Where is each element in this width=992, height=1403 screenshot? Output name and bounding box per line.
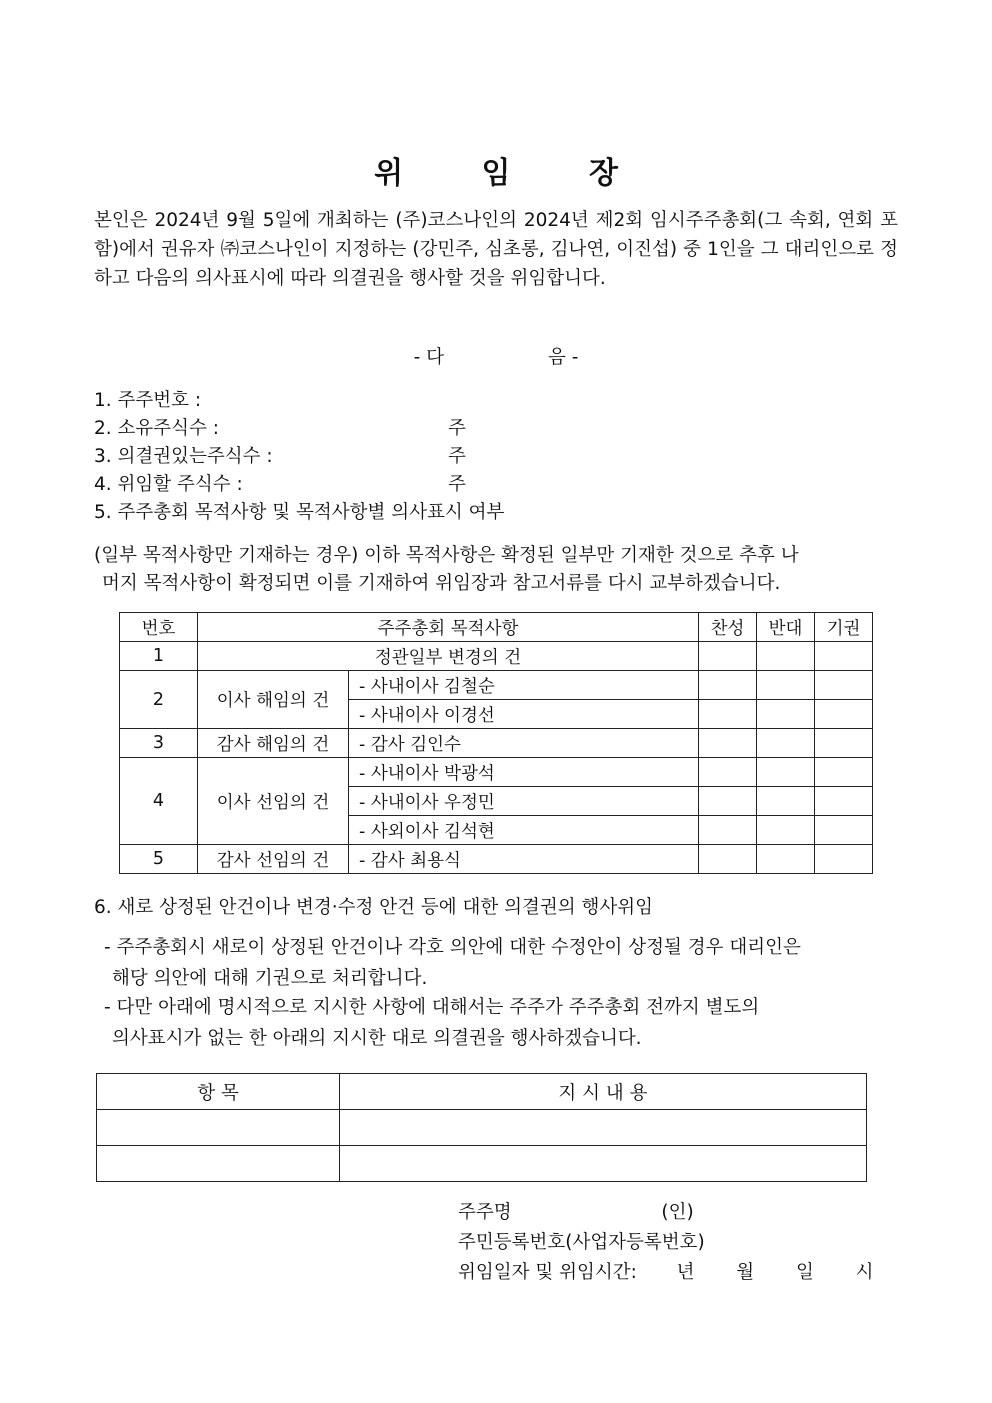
row-sub-item: - 감사 김인수 bbox=[349, 729, 699, 758]
vote-against-cell[interactable] bbox=[757, 729, 815, 758]
hour-label: 시 bbox=[855, 1262, 874, 1283]
section-heading bbox=[0, 343, 992, 369]
agenda-table bbox=[119, 612, 873, 874]
bullet-2-line-2: 의사표시가 없는 한 아래의 지시한 대로 의결권을 행사하겠습니다. bbox=[112, 1028, 642, 1049]
header-item: 항 목 bbox=[97, 1074, 340, 1110]
vote-for-cell[interactable] bbox=[699, 671, 757, 700]
row-no: 5 bbox=[120, 845, 198, 874]
vote-against-cell[interactable] bbox=[757, 816, 815, 845]
vote-against-cell[interactable] bbox=[757, 700, 815, 729]
vote-for-cell[interactable] bbox=[699, 787, 757, 816]
vote-against-cell[interactable] bbox=[757, 671, 815, 700]
table-row bbox=[97, 1146, 867, 1182]
note-line-1: (일부 목적사항만 기재하는 경우) 이하 목적사항은 확정된 일부만 기재한 것으로 추후 나 bbox=[94, 545, 799, 566]
vote-abstain-cell[interactable] bbox=[815, 671, 873, 700]
row-sub-item: - 사내이사 이경선 bbox=[349, 700, 699, 729]
bullet-abstain-new-items bbox=[104, 932, 898, 994]
bullet-2-line-1: - 다만 아래에 명시적으로 지시한 사항에 대해서는 주주가 주주총회 전까지 별도의 bbox=[104, 997, 760, 1018]
vote-against-cell[interactable] bbox=[757, 758, 815, 787]
header-against: 반대 bbox=[757, 613, 815, 642]
instruction-content-cell[interactable] bbox=[340, 1110, 867, 1146]
instruction-header-row bbox=[97, 1074, 867, 1110]
vote-against-cell[interactable] bbox=[757, 642, 815, 671]
day-label: 일 bbox=[795, 1262, 814, 1283]
unit-delegated-shares: 주 bbox=[448, 474, 466, 495]
delegation-datetime-line bbox=[458, 1258, 873, 1288]
row-no: 1 bbox=[120, 642, 198, 671]
seal-mark: (인) bbox=[661, 1202, 694, 1223]
table-row bbox=[97, 1110, 867, 1146]
row-group: 이사 선임의 건 bbox=[198, 758, 349, 845]
header-for: 찬성 bbox=[699, 613, 757, 642]
vote-abstain-cell[interactable] bbox=[815, 787, 873, 816]
vote-abstain-cell[interactable] bbox=[815, 758, 873, 787]
shareholder-name-line bbox=[458, 1198, 694, 1228]
item-delegated-shares: 4. 위임할 주식수 : bbox=[94, 474, 243, 495]
year-label: 년 bbox=[676, 1262, 695, 1283]
header-matter: 주주총회 목적사항 bbox=[198, 613, 699, 642]
title-char-1: 위 bbox=[374, 156, 404, 191]
row-group: 감사 해임의 건 bbox=[198, 729, 349, 758]
title-char-3: 장 bbox=[588, 156, 618, 191]
table-row bbox=[120, 729, 873, 758]
header-content: 지 시 내 용 bbox=[340, 1074, 867, 1110]
row-sub-item: - 사내이사 김철순 bbox=[349, 671, 699, 700]
vote-for-cell[interactable] bbox=[699, 845, 757, 874]
header-no: 번호 bbox=[120, 613, 198, 642]
delegation-datetime-label: 위임일자 및 위임시간: bbox=[458, 1262, 637, 1283]
document-title bbox=[0, 148, 992, 192]
unit-owned-shares: 주 bbox=[448, 418, 466, 439]
vote-abstain-cell[interactable] bbox=[815, 700, 873, 729]
row-group: 이사 해임의 건 bbox=[198, 671, 349, 729]
row-no: 3 bbox=[120, 729, 198, 758]
registration-number-label: 주민등록번호(사업자등록번호) bbox=[458, 1232, 705, 1253]
bullet-1-line-1: - 주주총회시 새로이 상정된 안건이나 각호 의안에 대한 수정안이 상정될 경우 대리인은 bbox=[104, 937, 801, 958]
row-no: 2 bbox=[120, 671, 198, 729]
section-6-title: 6. 새로 상정된 안건이나 변경·수정 안건 등에 대한 의결권의 행사위임 bbox=[94, 897, 653, 918]
vote-for-cell[interactable] bbox=[699, 700, 757, 729]
vote-for-cell[interactable] bbox=[699, 816, 757, 845]
instruction-table bbox=[96, 1073, 867, 1182]
row-matter: 정관일부 변경의 건 bbox=[198, 642, 699, 671]
vote-for-cell[interactable] bbox=[699, 642, 757, 671]
intro-paragraph: 본인은 2024년 9월 5일에 개최하는 (주)코스나인의 2024년 제2회 임시주주총회(그 속회, 연회 포함)에서 권유자 ㈜코스나인이 지정하는 (강민주, 심초롱, 김나연, 이진섭) 중 1인을 그 대리인으로 정하고 다음의 의사표시에 따라 의결권을 행사할 것을 위임합니다. bbox=[94, 210, 898, 289]
vote-abstain-cell[interactable] bbox=[815, 729, 873, 758]
row-sub-item: - 사내이사 박광석 bbox=[349, 758, 699, 787]
bullet-1-line-2: 해당 의안에 대해 기권으로 처리합니다. bbox=[112, 968, 428, 989]
agenda-header-row bbox=[120, 613, 873, 642]
table-row bbox=[120, 642, 873, 671]
month-label: 월 bbox=[736, 1262, 755, 1283]
row-no: 4 bbox=[120, 758, 198, 845]
row-group: 감사 선임의 건 bbox=[198, 845, 349, 874]
item-agenda-heading: 5. 주주총회 목적사항 및 목적사항별 의사표시 여부 bbox=[94, 502, 505, 523]
bullet-explicit-instructions bbox=[104, 992, 898, 1054]
partial-agenda-note bbox=[94, 542, 898, 598]
heading-eum: 음 - bbox=[548, 347, 579, 368]
heading-da: - 다 bbox=[413, 347, 444, 368]
vote-for-cell[interactable] bbox=[699, 758, 757, 787]
item-shareholder-number: 1. 주주번호 : bbox=[94, 390, 202, 411]
note-line-2: 머지 목적사항이 확정되면 이를 기재하여 위임장과 참고서류를 다시 교부하겠습니다. bbox=[102, 573, 781, 594]
vote-abstain-cell[interactable] bbox=[815, 816, 873, 845]
table-row bbox=[120, 671, 873, 700]
unit-voting-shares: 주 bbox=[448, 446, 466, 467]
instruction-item-cell[interactable] bbox=[97, 1146, 340, 1182]
row-sub-item: - 사외이사 김석현 bbox=[349, 816, 699, 845]
header-abstain: 기권 bbox=[815, 613, 873, 642]
instruction-item-cell[interactable] bbox=[97, 1110, 340, 1146]
vote-against-cell[interactable] bbox=[757, 787, 815, 816]
row-sub-item: - 사내이사 우정민 bbox=[349, 787, 699, 816]
row-sub-item: - 감사 최용식 bbox=[349, 845, 699, 874]
table-row bbox=[120, 845, 873, 874]
shareholder-name-label: 주주명 bbox=[458, 1202, 512, 1223]
instruction-content-cell[interactable] bbox=[340, 1146, 867, 1182]
vote-abstain-cell[interactable] bbox=[815, 642, 873, 671]
item-voting-shares: 3. 의결권있는주식수 : bbox=[94, 446, 273, 467]
vote-against-cell[interactable] bbox=[757, 845, 815, 874]
table-row bbox=[120, 758, 873, 787]
title-char-2: 임 bbox=[481, 156, 511, 191]
vote-abstain-cell[interactable] bbox=[815, 845, 873, 874]
item-owned-shares: 2. 소유주식수 : bbox=[94, 418, 220, 439]
vote-for-cell[interactable] bbox=[699, 729, 757, 758]
